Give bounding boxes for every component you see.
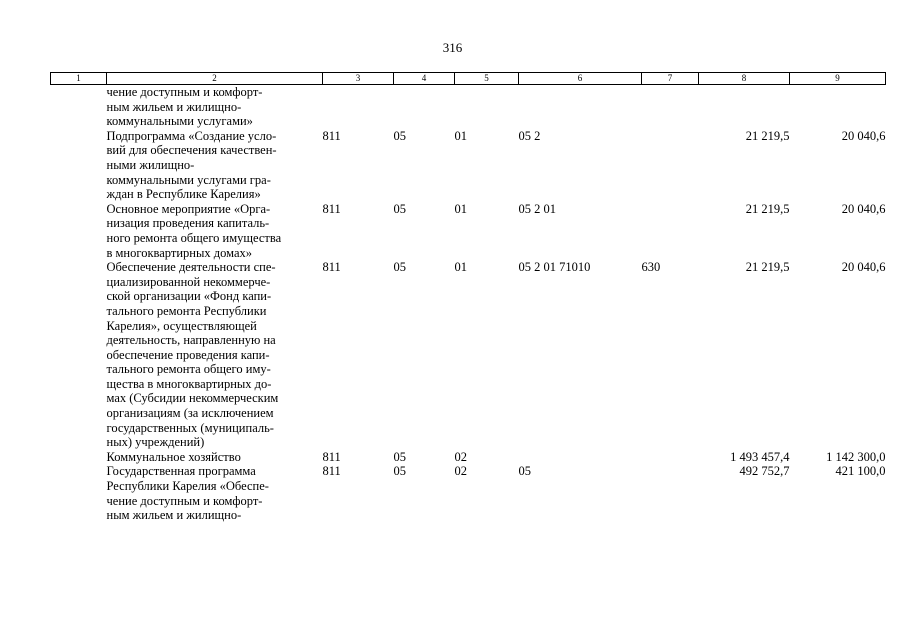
column-header-5: 5: [455, 73, 519, 85]
amount-year-2-cell: 1 142 300,0: [826, 449, 886, 464]
amount-year-2-cell: 421 100,0: [835, 464, 886, 479]
section-code-cell: 05: [393, 449, 406, 464]
expense-type-cell: [642, 129, 699, 202]
item-name-cell: Подпрограмма «Создание усло- вий для обеспечения качествен- ными жилищно- коммунальными услугами гра- ждан в Республике Карелия»: [106, 128, 277, 202]
expense-type-cell: [642, 464, 699, 522]
table-row: [51, 129, 886, 202]
column-header-4: 4: [394, 73, 455, 85]
ministry-code-cell: 811: [322, 449, 341, 464]
expense-type-cell: 630: [641, 260, 661, 275]
table-row: [51, 202, 886, 260]
expense-type-cell: [642, 85, 699, 129]
section-code-cell: 05: [393, 260, 406, 275]
section-code-cell: 05: [393, 201, 406, 216]
section-code-cell: [394, 85, 455, 129]
page-number: 316: [442, 40, 463, 55]
amount-year-1-cell: 21 219,5: [745, 128, 790, 143]
subsection-code-cell: 01: [454, 128, 467, 143]
subsection-code-cell: 02: [454, 449, 467, 464]
column-header-6: 6: [519, 73, 642, 85]
amount-year-2-cell: 20 040,6: [841, 201, 886, 216]
table-row: [51, 450, 886, 465]
amount-year-2-cell: 20 040,6: [841, 128, 886, 143]
subsection-code-cell: 01: [454, 201, 467, 216]
row-number-cell: [51, 464, 107, 522]
target-article-cell: 05: [518, 464, 531, 479]
target-article-cell: 05 2 01: [518, 201, 556, 216]
subsection-code-cell: 02: [454, 464, 467, 479]
row-number-cell: [51, 85, 107, 129]
amount-year-1-cell: 21 219,5: [745, 201, 790, 216]
item-name-cell: Государственная программа Республики Карелия «Обеспе- чение доступным и комфорт- ным жильем и жилищно-: [106, 464, 269, 523]
amount-year-1-cell: 21 219,5: [745, 260, 790, 275]
subsection-code-cell: [455, 85, 519, 129]
item-name-cell: Обеспечение деятельности спе- циализированной некоммерче- ской организации «Фонд капи- тального ремонта Республики Карелия», осуществляющей деятельность, направленную на обеспечение проведения капи- тального ремонта общего иму- щества в многоквартирных до- мах (Субсидии некоммерческим организациям (за исключением государственных (муниципаль- ных) учреждений): [106, 260, 279, 450]
table-row: [51, 85, 886, 129]
target-article-cell: 05 2 01 71010: [518, 260, 591, 275]
target-article-cell: 05 2: [518, 128, 541, 143]
column-header-8: 8: [699, 73, 790, 85]
row-number-cell: [51, 260, 107, 450]
item-name-cell: Коммунальное хозяйство: [106, 449, 241, 464]
table-row: [51, 260, 886, 450]
ministry-code-cell: [323, 85, 394, 129]
column-header-2: 2: [107, 73, 323, 85]
amount-year-1-cell: 1 493 457,4: [730, 449, 790, 464]
target-article-cell: [519, 450, 642, 465]
section-code-cell: 05: [393, 128, 406, 143]
expense-type-cell: [642, 450, 699, 465]
target-article-cell: [519, 85, 642, 129]
item-name-cell: Основное мероприятие «Орга- низация проведения капиталь- ного ремонта общего имущества в многоквартирных домах»: [106, 201, 282, 260]
item-name-cell: чение доступным и комфорт- ным жильем и жилищно- коммунальными услугами»: [106, 85, 263, 129]
ministry-code-cell: 811: [322, 201, 341, 216]
column-header-3: 3: [323, 73, 394, 85]
column-header-9: 9: [790, 73, 886, 85]
ministry-code-cell: 811: [322, 464, 341, 479]
amount-year-2-cell: 20 040,6: [841, 260, 886, 275]
row-number-cell: [51, 129, 107, 202]
ministry-code-cell: 811: [322, 260, 341, 275]
column-header-7: 7: [642, 73, 699, 85]
budget-table: [50, 72, 886, 523]
table-row: [51, 464, 886, 522]
column-header-1: 1: [51, 73, 107, 85]
amount-year-1-cell: 492 752,7: [739, 464, 790, 479]
section-code-cell: 05: [393, 464, 406, 479]
expense-type-cell: [642, 202, 699, 260]
amount-year-1-cell: [699, 85, 790, 129]
row-number-cell: [51, 450, 107, 465]
row-number-cell: [51, 202, 107, 260]
subsection-code-cell: 01: [454, 260, 467, 275]
column-number-header-row: [51, 73, 886, 85]
amount-year-2-cell: [790, 85, 886, 129]
ministry-code-cell: 811: [322, 128, 341, 143]
